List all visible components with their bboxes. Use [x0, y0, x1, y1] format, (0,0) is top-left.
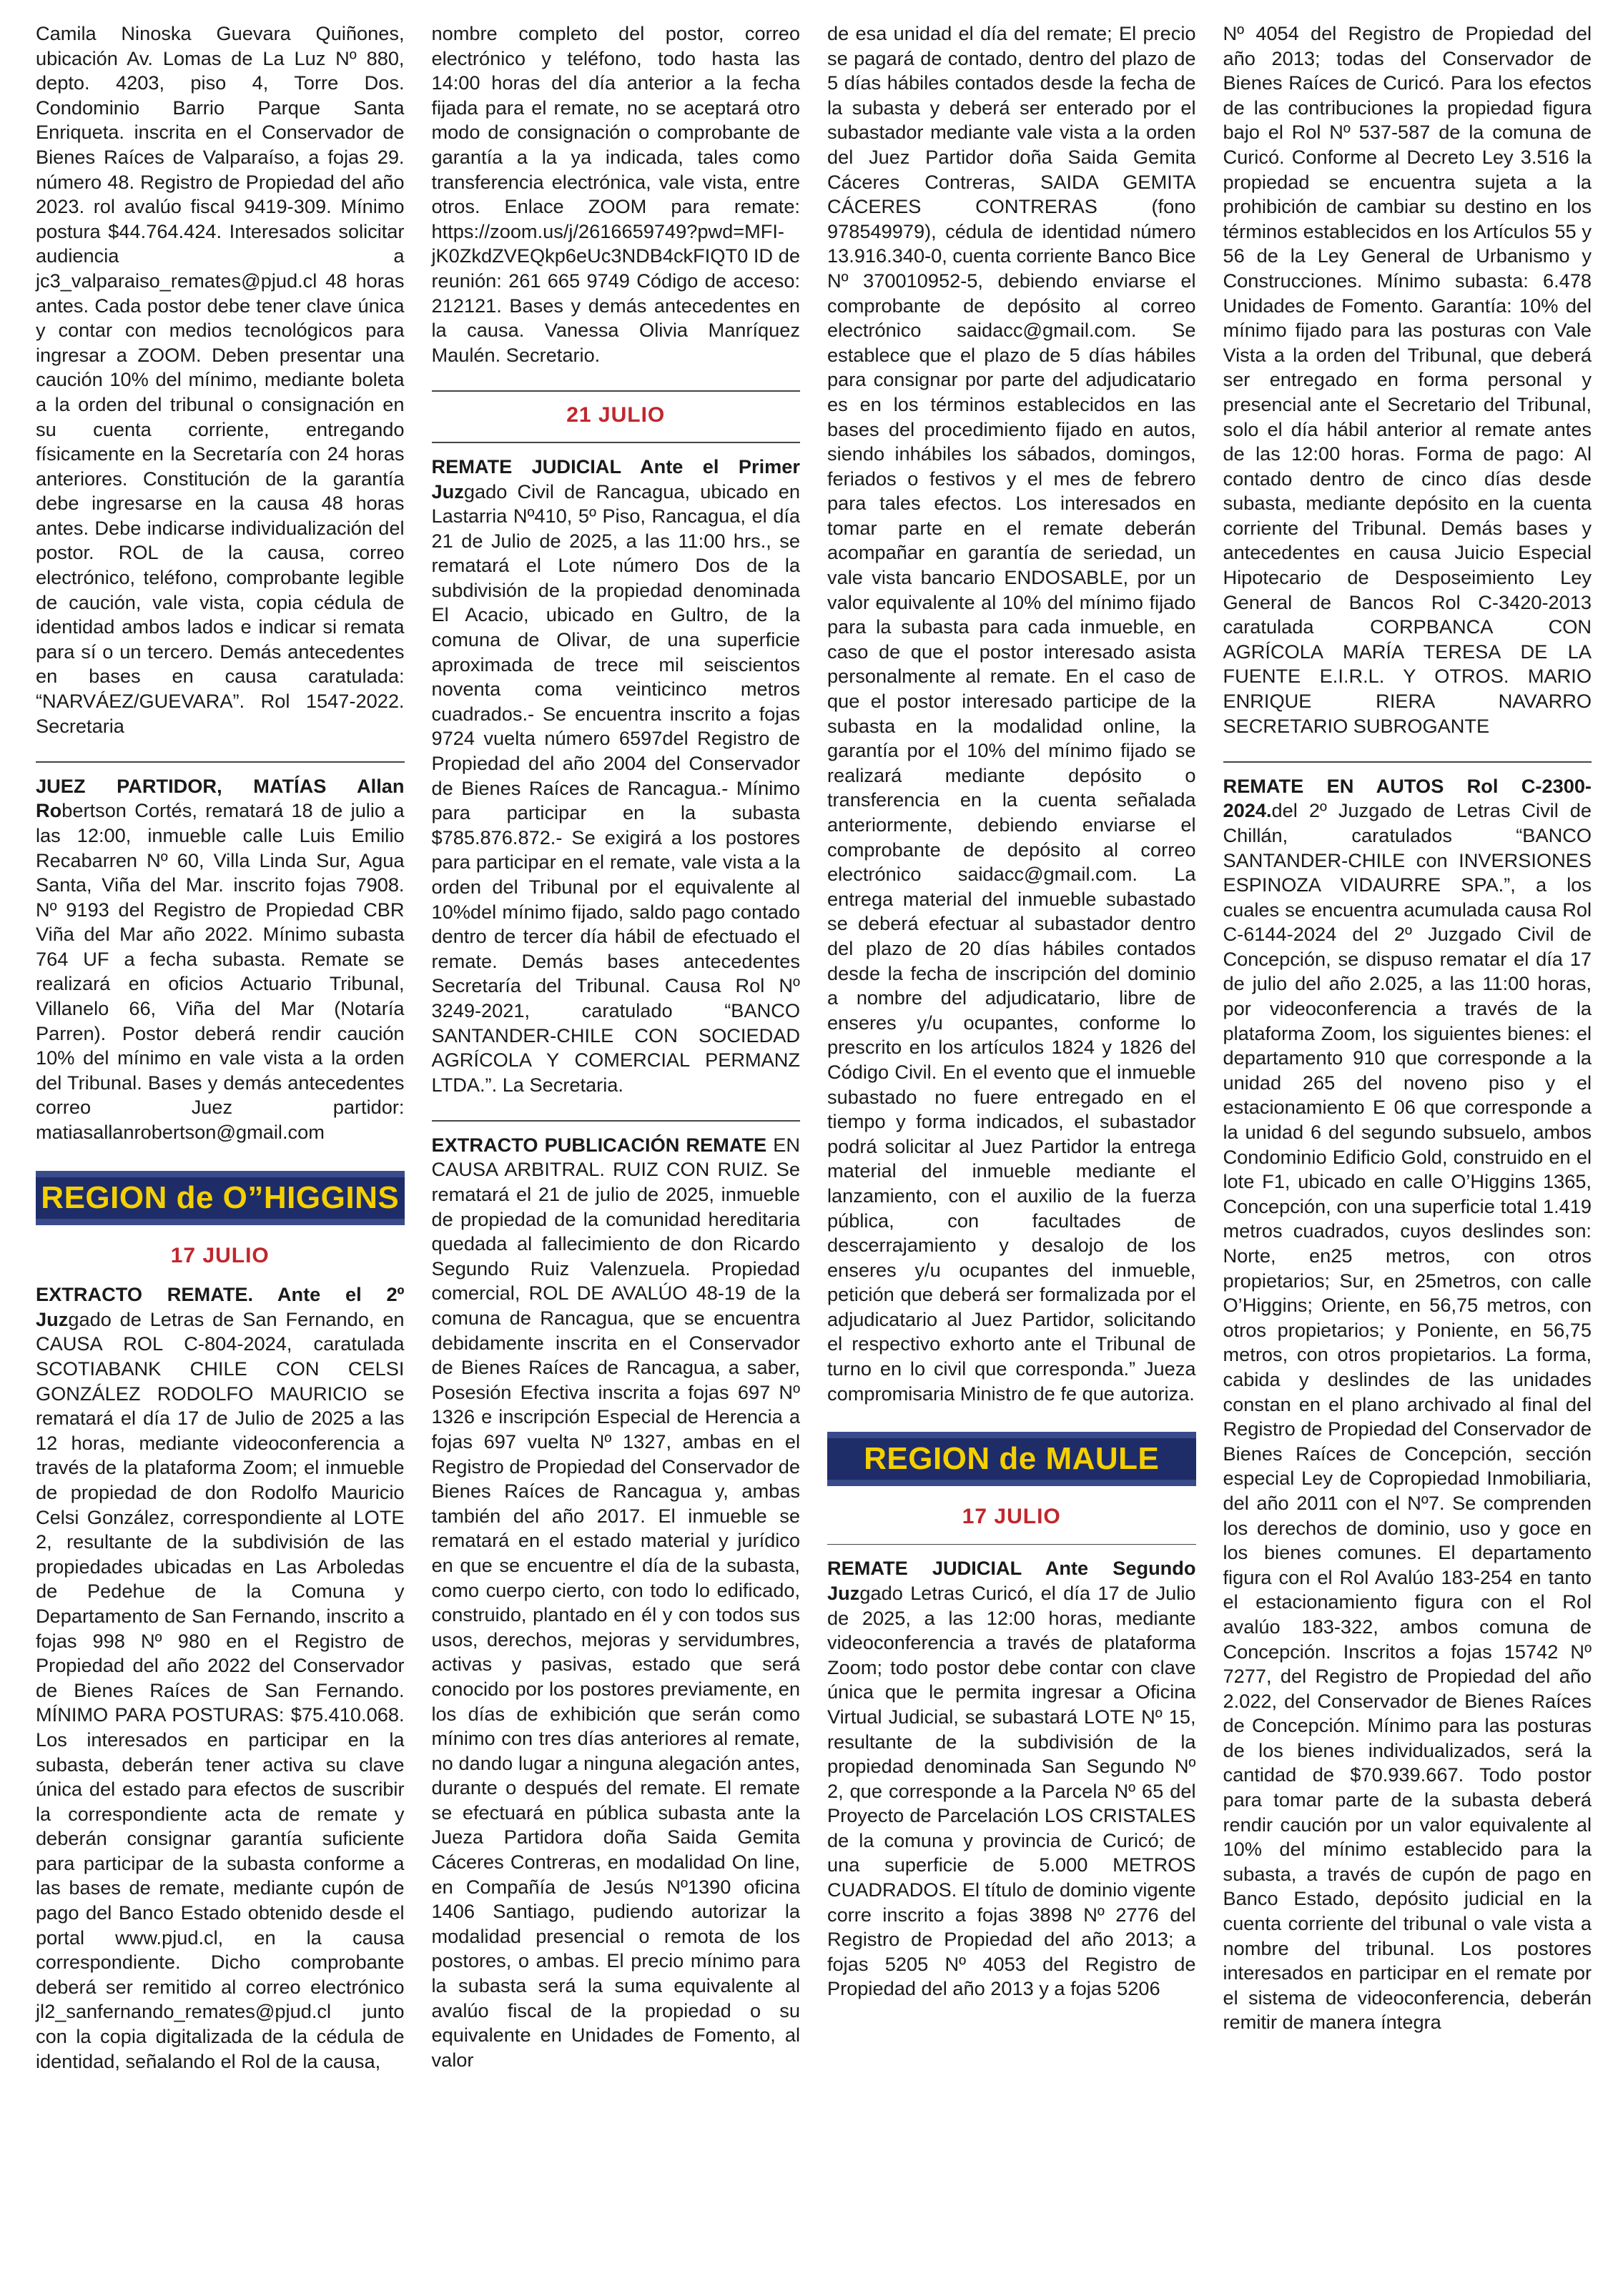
- notice-curico: [827, 1556, 1196, 2012]
- date-heading: 17 JULIO: [170, 1243, 270, 1267]
- notice-lead: REMATE JUDICIAL Ante Segundo Juz: [827, 1557, 1196, 1604]
- notice-body: del 2º Juzgado de Letras Civil de Chillán, caratulados “BANCO SANTANDER-CHILE con INVERSIONES ESPINOZA VIDAURRE SPA.”, a los cuales se encuentra acumulada causa Rol C-6144-2024 del 2º Juzgado Civil de Concepción, se dispuso rematar el día 17 de julio del año 2.025, a las 11:00 horas, por videoconferencia a través de la plataforma Zoom, los siguientes bienes: el departamento 910 que corresponde a la unidad 265 del noveno piso y el estacionamiento E 06 que corresponde a la unidad 6 del segundo subsuelo, ambos Condominio Edificio Gold, construido en el lote F1, ubicado en calle O’Higgins 1365, Concepción, con una superficie total 1.419 metros cuadrados, cuyos deslindes son: Norte, en25 metros, con otros propietarios; Sur, en 25metros, con calle O’Higgins; Oriente, en 56,75 metros, con otros propietarios; y Poniente, en 56,75 metros, con otros propietarios. La forma, cabida y deslindes de las unidades constan en el plano archivado al final del Registro de Propiedad del Conservador de Bienes Raíces de Concepción, sección especial Ley de Copropiedad Inmobiliaria, del año 2011 con el Nº7. Se comprenden los derechos de dominio, uso y goce en los bienes comunes. El departamento figura con el Rol Avalúo 183-254 en tanto el estacionamiento figura con el Rol avalúo 183-322, ambos comuna de Concepción. Inscritos a fojas 15742 Nº 7277, del Registro de Propiedad del año 2.022, del Conservador de Bienes Raíces de Concepción. Mínimo para las posturas de los bienes individualizados, será la cantidad de $70.939.667. Todo postor para tomar parte de la subasta deberá rendir caución por un valor equivalente al 10% del mínimo establecido para la subasta, a través de cupón de pago en Banco Estado, depósito judicial en la cuenta corriente del tribunal o vale vista a nombre del tribunal. Los postores interesados en participar en el remate por el sistema de videoconferencia, deberán remitir de manera íntegra: [1223, 799, 1592, 2034]
- notice-body: EN CAUSA ARBITRAL. RUIZ CON RUIZ. Se rematará el 21 de julio de 2025, inmueble de propiedad de la comunidad hereditaria quedada al fallecimiento de don Ricardo Segundo Ruiz Valenzuela. Propiedad comercial, ROL DE AVALÚO 48-19 de la comuna de Rancagua, que se encuentra debidamente inscrita en el Conservador de Bienes Raíces de Rancagua, a saber, Posesión Efectiva inscrita a fojas 697 Nº 1326 e inscripción Especial de Herencia a fojas 697 vuelta Nº 1327, ambas en el Registro de Propiedad del Conservador de Bienes Raíces de Rancagua y, ambas también del año 2017. El inmueble se rematará en el estado material y jurídico en que se encuentre el día de la subasta, como cuerpo cierto, con todo lo edificado, construido, plantado en él y con todos sus usos, derechos, mejoras y servidumbres, activas y pasivas, estado que será conocido por los postores previamente, en los días de exhibición que serán como mínimo con tres días anteriores al remate, no dando lugar a ninguna alegación antes, durante o después del remate. El remate se efectuará en pública subasta ante la Jueza Partidora doña Saida Gemita Cáceres Contreras, en modalidad On line, en Compañía de Jesús Nº1390 oficina 1406 Santiago, pudiendo autorizar la modalidad presencial o remota de los postores, o ambas. El precio mínimo para la subasta será la suma equivalente al avalúo fiscal de la propiedad o su equivalente en Unidades de Fomento, al valor: [431, 1133, 800, 2071]
- column-3: [827, 21, 1196, 2296]
- notice-lead: EXTRACTO REMATE. Ante el 2º Juz: [36, 1283, 405, 1330]
- notice-body: bertson Cortés, rematará 18 de julio a las 12:00, inmueble calle Luis Emilio Recabarren Nº 60, Villa Linda Sur, Agua Santa, Viña del Mar. inscrito fojas 7908. Nº 9193 del Registro de Propiedad CBR Viña del Mar año 2022. Mínimo subasta 764 UF a fecha subasta. Remate se realizará en oficios Actuario Tribunal, Villanelo 66, Viña del Mar (Notaría Parren). Postor deberá rendir caución 10% del mínimo en vale vista a la orden del Tribunal. Bases y demás antecedentes correo Juez partidor: matiasallanrobertson@gmail.com: [36, 799, 405, 1144]
- notice-zoom-continued: nombre completo del postor, correo electrónico y teléfono, todo hasta las 14:00 horas del día anterior a la fecha fijada para el remate, no se aceptará otro modo de consignación o comprobante de garantía a la ya indicada, tales como transferencia electrónica, vale vista, entre otros. Enlace ZOOM para remate: https://zoom.us/j/2616659749?pwd=MFI-jK0ZkdZVEQkp6eUc3NDB4ckFIQT0 ID de reunión: 261 665 9749 Código de acceso: 212121. Bases y demás antecedentes en la causa. Vanessa Olivia Manríquez Maulén. Secretario.: [431, 22, 800, 366]
- region-header-ohiggins: REGION de O”HIGGINS: [36, 1171, 405, 1225]
- notice-body: gado Letras Curicó, el día 17 de Julio de 2025, a las 12:00 horas, mediante videoconferencia a través de plataforma Zoom; todo postor debe contar con clave única que le permita ingresar a Oficina Virtual Judicial, se subastará LOTE Nº 15, resultante de la subdivisión de la propiedad denominada San Segundo Nº 2, que corresponde a la Parcela Nº 65 del Proyecto de Parcelación LOS CRISTALES de la comuna y provincia de Curicó; de una superficie de 5.000 METROS CUADRADOS. El título de dominio vigente corre inscrito a fojas 3898 Nº 2776 del Registro de Propiedad del año 2013; a fojas 5205 Nº 4053 del Registro de Propiedad del año 2013 y a fojas 5206: [827, 1581, 1196, 2000]
- notice-arbitral-continued: de esa unidad el día del remate; El precio se pagará de contado, dentro del plazo de 5 días hábiles contados desde la fecha de la subasta y deberá ser enterado por el subastador mediante vale vista a la orden del Juez Partidor doña Saida Gemita Cáceres Contreras, SAIDA GEMITA CÁCERES CONTRERAS (fono 978549979), cédula de identidad número 13.916.340-0, cuenta corriente Banco Bice Nº 370010952-5, debiendo enviarse el comprobante de depósito al correo electrónico saidacc@gmail.com. Se establece que el plazo de 5 días hábiles para consignar por parte del adjudicatario es en los términos establecidos en las bases del procedimiento fijado en autos, siendo inhábiles los sábados, domingos, feriados o festivos y el mes de febrero para tales efectos. Los interesados en tomar parte en el remate deberán acompañar en garantía de seriedad, un vale vista bancario ENDOSABLE, por un valor equivalente al 10% del mínimo fijado para la subasta para cada inmueble, en caso de que el postor interesado asista personalmente al remate. En el caso de que el postor interesado participe de la subasta en la modalidad online, la garantía por el 10% del mínimo fijado se realizará mediante depósito o transferencia en la cuenta señalada anteriormente, debiendo enviarse el comprobante de depósito al correo electrónico saidacc@gmail.com. La entrega material del inmueble subastado se deberá efectuar al subastador dentro del plazo de 20 días hábiles contados desde la fecha de inscripción del dominio a nombre del adjudicatario, libre de enseres y/u ocupantes, conforme lo prescrito en los artículos 1824 y 1826 del Código Civil. En el evento que el inmueble subastado no fuere entregado en el tiempo y forma indicados, el subastador podrá solicitar al Juez Partidor la entrega material del inmueble mediante el lanzamiento, con el auxilio de la fuerza pública, con facultades de descerrajamiento y desalojo de los enseres y/u ocupantes del inmueble, petición que deberá ser formalizada por el adjudicatario al Juez Partidor, solicitando el respectivo exhorto ante el Tribunal de turno en lo civil que corresponda.” Jueza compromisaria Ministro de fe que autoriza.: [827, 22, 1196, 1405]
- region-header-maule: REGION de MAULE: [827, 1432, 1196, 1486]
- divider: [432, 1120, 801, 1122]
- date-heading: 21 JULIO: [566, 402, 666, 427]
- divider: [1223, 761, 1592, 763]
- divider: [827, 1544, 1196, 1545]
- divider: [432, 390, 801, 392]
- notice-chillan-concepcion: [1223, 774, 1592, 2045]
- notice-valparaiso: Camila Ninoska Guevara Quiñones, ubicación Av. Lomas de La Luz Nº 880, depto. 4203, piso 4, Torre Dos. Condominio Barrio Parque Santa Enriqueta. inscrita en el Conservador de Bienes Raíces de Valparaíso, a fojas 29. número 48. Registro de Propiedad del año 2023. rol avalúo fiscal 9419-309. Mínimo postura $44.764.424. Interesados solicitar audiencia a jc3_valparaiso_remates@pjud.cl 48 horas antes. Cada postor debe tener clave única y contar con medios tecnológicos para ingresar a ZOOM. Deben presentar una caución 10% del mínimo, mediante boleta a la orden del tribunal o consignación en su cuenta corriente, entregando físicamente en la Secretaría con 24 horas anteriores. Constitución de la garantía debe ingresarse en la causa 48 horas antes. Debe indicarse individualización del postor. ROL de la causa, correo electrónico, teléfono, comprobante legible de caución, vale vista, copia cédula de identidad ambos lados e indicar si remata para sí o un tercero. Demás antecedentes en bases en causa caratulada: “NARVÁEZ/GUEVARA”. Rol 1547-2022. Secretaria: [36, 22, 405, 737]
- divider: [36, 761, 405, 763]
- date-heading: 17 JULIO: [962, 1505, 1061, 1529]
- notice-lead: REMATE JUDICIAL Ante el Primer Juz: [431, 455, 800, 503]
- notice-juez-partidor: [36, 774, 405, 1155]
- notice-arbitral: [432, 1133, 801, 2083]
- divider: [432, 442, 801, 443]
- notice-curico-continued: Nº 4054 del Registro de Propiedad del año 2013; todas del Conservador de Bienes Raíces de Curicó. Para los efectos de las contribuciones la propiedad figura bajo el Rol Nº 537-587 de la comuna de Curicó. Conforme al Decreto Ley 3.516 la propiedad se encuentra sujeta a la prohibición de cambiar su destino en los términos establecidos en los Artículos 55 y 56 de la Ley General de Urbanismo y Construcciones. Mínimo subasta: 6.478 Unidades de Fomento. Garantía: 10% del mínimo fijado para las posturas con Vale Vista a la orden del Tribunal, que deberá ser entregado en forma personal y presencial ante el Secretario del Tribunal, solo el día hábil anterior al remate antes de las 12:00 horas. Forma de pago: Al contado dentro de cinco días desde subasta, mediante depósito en la cuenta corriente del Tribunal. Demás bases y antecedentes en causa Juicio Especial Hipotecario de Desposeimiento Ley General de Bancos Rol C-3420-2013 caratulada CORPBANCA CON AGRÍCOLA MARÍA TERESA DE LA FUENTE E.I.R.L. Y OTROS. MARIO ENRIQUE RIERA NAVARRO SECRETARIO SUBROGANTE: [1223, 22, 1592, 737]
- notice-body: gado Civil de Rancagua, ubicado en Lastarria Nº410, 5º Piso, Rancagua, el día 21 de Julio de 2025, a las 11:00 hrs., se rematará el Lote número Dos de la subdivisión de la propiedad denominada El Acacio, ubicado en Gultro, de la comuna de Olivar, de una superficie aproximada de trece mil seiscientos noventa coma veinticinco metros cuadrados.- Se encuentra inscrito a fojas 9724 vuelta número 6597del Registro de Propiedad del año 2004 del Conservador de Bienes Raíces de Rancagua.- Mínimo para participar en la subasta $785.876.872.- Se exigirá a los postores para participar en el remate, vale vista a la orden del Tribunal por el equivalente al 10%del mínimo fijado, saldo pago contado dentro de tercer día hábil de efectuado el remate. Demás bases antecedentes Secretaría del Tribunal. Causa Rol Nº 3249-2021, caratulado “BANCO SANTANDER-CHILE CON SOCIEDAD AGRÍCOLA Y COMERCIAL PERMANZ LTDA.”. La Secretaria.: [431, 480, 800, 1096]
- column-4: [1223, 21, 1592, 2296]
- column-2: [432, 21, 801, 2296]
- notice-lead: REMATE EN AUTOS Rol C-2300-2024.: [1223, 774, 1592, 822]
- notice-body: gado de Letras de San Fernando, en CAUSA ROL C-804-2024, caratulada SCOTIABANK CHILE CON CELSI GONZÁLEZ RODOLFO MAURICIO se rematará el día 17 de Julio de 2025 a las 12 horas, mediante videoconferencia a través de la plataforma Zoom; el inmueble de propiedad de don Rodolfo Mauricio Celsi González, correspondiente al LOTE 2, resultante de la subdivisión de las propiedades ubicadas en Las Arboledas de Pedehue de la Comuna y Departamento de San Fernando, inscrito a fojas 998 Nº 980 en el Registro de Propiedad del año 2022 del Conservador de Bienes Raíces de San Fernando. MÍNIMO PARA POSTURAS: $75.410.068. Los interesados en participar en la subasta, deberán tener activa su clave única del estado para efectos de suscribir la correspondiente acta de remate y deberán consignar garantía suficiente para participar de la subasta conforme a las bases de remate, mediante cupón de pago del Banco Estado obtenido desde el portal www.pjud.cl, en la causa correspondiente. Dicho comprobante deberá ser remitido al correo electrónico jl2_sanfernando_remates@pjud.cl junto con la copia digitalizada de la cédula de identidad, señalando el Rol de la causa,: [36, 1307, 405, 2072]
- notice-san-fernando: [36, 1282, 405, 2084]
- notice-lead: EXTRACTO PUBLICACIÓN REMATE: [431, 1133, 767, 1156]
- notice-lead: JUEZ PARTIDOR, MATÍAS Allan Ro: [36, 774, 405, 822]
- column-1: [36, 21, 405, 2296]
- notice-rancagua: [432, 455, 801, 1107]
